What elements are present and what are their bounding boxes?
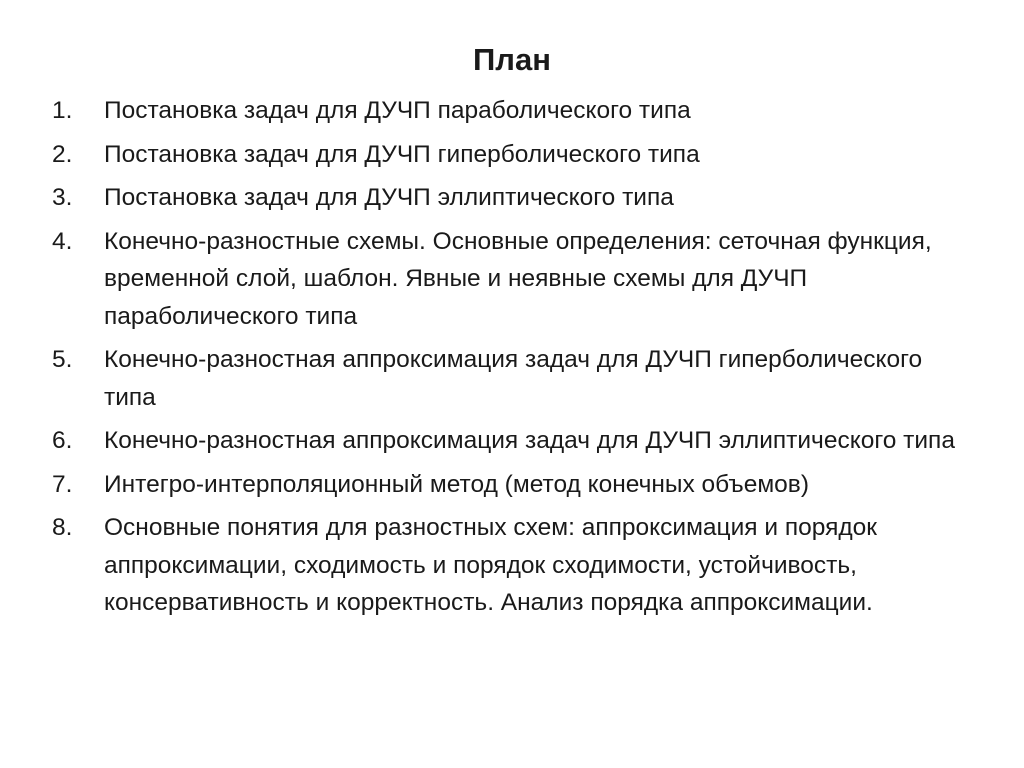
list-item [52,223,972,336]
plan-list [52,92,972,628]
list-item [52,179,972,217]
list-item-text: Постановка задач для ДУЧП гиперболического типа [104,140,700,168]
list-item-text: Интегро-интерполяционный метод (метод конечных объемов) [104,470,809,498]
list-item-text: Постановка задач для ДУЧП эллиптического типа [104,184,674,211]
page-title: План [473,42,551,77]
list-item [52,466,972,504]
list-item-text: Конечно-разностная аппроксимация задач для ДУЧП эллиптического типа [104,427,955,454]
list-item [52,509,972,622]
list-item-text: Основные понятия для разностных схем: аппроксимация и порядок аппроксимации, сходимость и порядок сходимости, устойчивость, консервативность и корректность. Анализ порядка аппроксимации. [104,514,877,616]
list-item-number: 7. [52,470,73,498]
list-item-number: 2. [52,140,73,168]
list-item-number: 3. [52,184,73,211]
list-item-number: 8. [52,514,73,541]
list-item-number: 1. [52,97,73,124]
list-item [52,341,972,416]
list-item [52,422,972,460]
list-item-text: Конечно-разностная аппроксимация задач для ДУЧП гиперболического типа [104,346,923,411]
list-item [52,92,972,130]
list-item-number: 5. [52,346,73,373]
list-item-number: 4. [52,227,73,255]
list-item [52,136,972,174]
list-item-text: Конечно-разностные схемы. Основные определения: сеточная функция, временной слой, шаблон. Явные и неявные схемы для ДУЧП параболического типа [104,227,932,330]
list-item-number: 6. [52,427,73,454]
list-item-text: Постановка задач для ДУЧП параболического типа [104,97,691,124]
